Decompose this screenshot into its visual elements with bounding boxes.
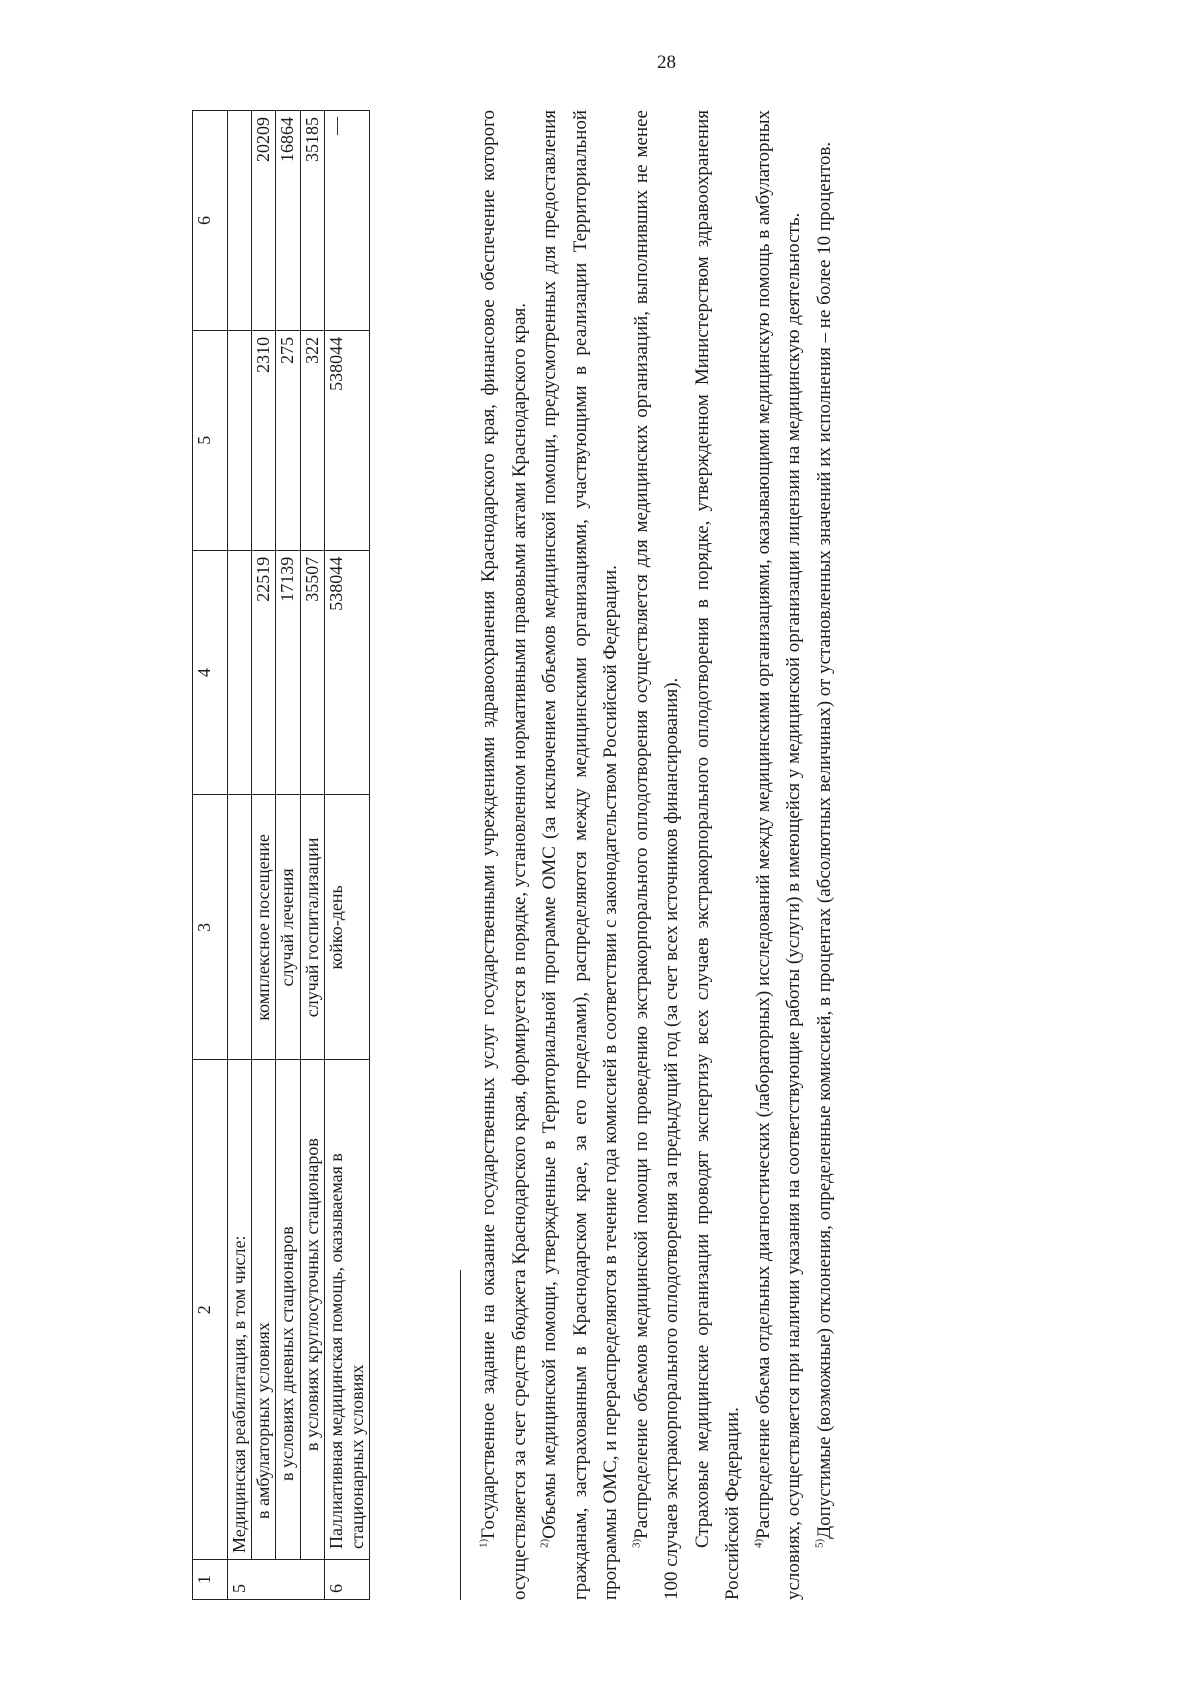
footnote-text: Допустимые (возможные) отклонения, определенные комиссией, в процентах (абсолютных величинах) от установленных значений их исполнения – не более 10 процентов. <box>813 141 835 1539</box>
row-title-cell: в условиях круглосуточных стационаров <box>300 1060 324 1560</box>
header-cell: 3 <box>193 795 228 1060</box>
footnote-mark: 4) <box>752 1538 765 1548</box>
page-number: 28 <box>657 52 676 73</box>
table-header-row <box>193 111 228 1600</box>
footnote-mark: 2) <box>538 1538 551 1548</box>
header-cell: 2 <box>193 1060 228 1560</box>
row-title-cell: Паллиативная медицинская помощь, оказываемая в стационарных условиях <box>324 1060 369 1560</box>
value-cell: 2310 <box>252 330 276 550</box>
value-cell <box>228 550 252 795</box>
footnote-3-continuation <box>688 110 749 1600</box>
table-row <box>300 111 324 1600</box>
value-cell: 538044 <box>324 550 369 795</box>
footnote-1 <box>474 110 535 1600</box>
footnote-5 <box>810 110 841 1600</box>
unit-cell <box>228 795 252 1060</box>
header-cell: 4 <box>193 550 228 795</box>
header-cell: 6 <box>193 111 228 331</box>
value-cell: 275 <box>276 330 300 550</box>
footnote-separator <box>460 1270 461 1600</box>
value-cell <box>228 330 252 550</box>
row-number-cell: 6 <box>324 1560 369 1600</box>
footnote-text: Распределение объема отдельных диагностических (лабораторных) исследований между медицинскими организациями, оказывающими медицинскую помощь в амбулаторных условиях, осуществляется при наличии указания на соответствующие работы (услуги) в имеющейся у медицинской организации лицензии на медицинскую деятельность. <box>752 110 804 1600</box>
value-cell: 22519 <box>252 550 276 795</box>
footnote-2 <box>535 110 627 1600</box>
table-row <box>324 111 369 1600</box>
value-cell <box>228 111 252 331</box>
header-cell: 5 <box>193 330 228 550</box>
volumes-table <box>192 110 370 1600</box>
row-title-cell: Медицинская реабилитация, в том числе: <box>228 1060 252 1560</box>
value-cell: 322 <box>300 330 324 550</box>
footnote-text: Распределение объемов медицинской помощи по проведению экстракорпорального оплодотворения осуществляется для медицинских организаций, выполнивших не менее 100 случаев экстракорпорального оплодотворения за предыдущий год (за счет всех источников финансирования). <box>630 110 682 1600</box>
footnotes <box>474 110 840 1600</box>
unit-cell: случай лечения <box>276 795 300 1060</box>
footnote-3 <box>627 110 688 1600</box>
value-cell: 538044 <box>324 330 369 550</box>
footnote-mark: 3) <box>630 1538 643 1548</box>
footnote-text: Государственное задание на оказание государственных услуг государственными учреждениями здравоохранения Краснодарского края, финансовое обеспечение которого осуществляется за счет средств бюджета Краснодарского края, формируется в порядке, установленном нормативными правовыми актами Краснодарского края. <box>478 110 530 1600</box>
row-title-cell: в условиях дневных стационаров <box>276 1060 300 1560</box>
rotated-content <box>192 110 962 1600</box>
table-row <box>252 111 276 1600</box>
row-number-cell: 5 <box>228 1560 325 1600</box>
value-cell: 16864 <box>276 111 300 331</box>
footnote-text: Страховые медицинские организации проводят экспертизу всех случаев экстракорпорального оплодотворения в порядке, утвержденном Министерством здравоохранения Российской Федерации. <box>691 110 743 1600</box>
unit-cell: койко-день <box>324 795 369 1060</box>
footnote-text: Объемы медицинской помощи, утвержденные в Территориальной программе ОМС (за исключением объемов медицинской помощи, предусмотренных для предоставления гражданам, застрахованным в Краснодарском крае, за его пределами), распределяются между медицинскими организациями, участвующими в реализации Территориальной программы ОМС, и перераспределяются в течение года комиссией в соответствии с законодательством Российской Федерации. <box>539 110 621 1600</box>
table-row <box>276 111 300 1600</box>
value-cell: 20209 <box>252 111 276 331</box>
footnote-mark: 1) <box>477 1538 490 1548</box>
footnote-4 <box>749 110 810 1600</box>
unit-cell: случай госпитализации <box>300 795 324 1060</box>
value-cell: 35185 <box>300 111 324 331</box>
table-row <box>228 111 252 1600</box>
header-cell: 1 <box>193 1560 228 1600</box>
value-cell: 35507 <box>300 550 324 795</box>
unit-cell: комплексное посещение <box>252 795 276 1060</box>
row-title-cell: в амбулаторных условиях <box>252 1060 276 1560</box>
value-cell: 17139 <box>276 550 300 795</box>
value-cell: — <box>324 111 369 331</box>
footnote-mark: 5) <box>813 1538 826 1548</box>
